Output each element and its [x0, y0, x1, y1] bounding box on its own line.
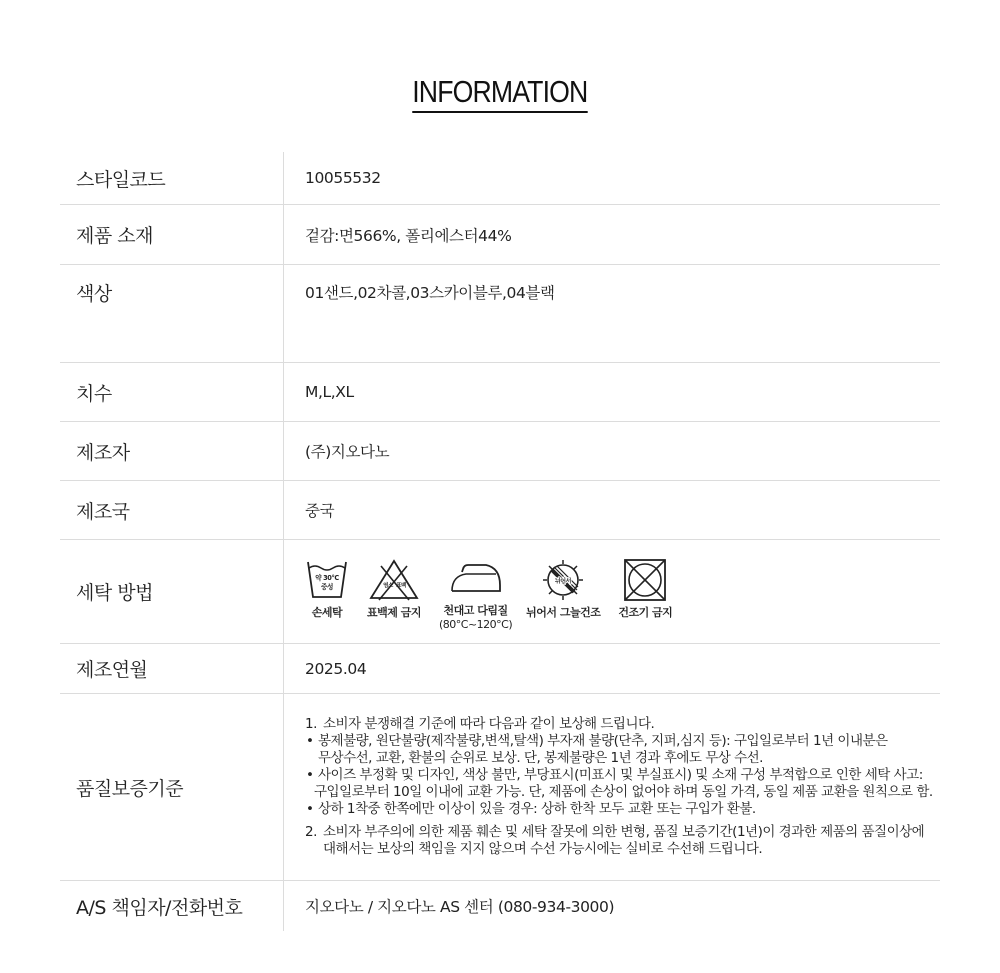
- hand-wash-caption: 손세탁: [311, 606, 343, 619]
- color-value: 01샌드,02차콜,03스카이블루,04블랙: [284, 265, 941, 363]
- as-label: A/S 책임자/전화번호: [60, 881, 284, 932]
- warranty-bullet-2-line2: 구입일로부터 10일 이내에 교환 가능. 단, 제품에 손상이 없어야 하며 동일 가격, 동일 제품 교환을 원칙으로 함.: [314, 784, 933, 800]
- row-maker: [60, 422, 940, 481]
- row-as: [60, 881, 940, 932]
- care-icons: [305, 552, 940, 631]
- row-material: [60, 205, 940, 265]
- info-table: [60, 152, 940, 931]
- warranty-item-2-line2: 대해서는 보상의 책임을 지지 않으며 수선 가능시에는 실비로 수선해 드립니다.: [323, 841, 763, 857]
- row-size: [60, 363, 940, 422]
- row-color: [60, 265, 940, 363]
- row-wash: [60, 540, 940, 644]
- warranty-item-1: [305, 716, 940, 733]
- hand-wash-temp: 약 30°C: [315, 574, 339, 582]
- iron-caption-temp: (80°C~120°C): [438, 618, 513, 631]
- maker-label: 제조자: [60, 422, 284, 481]
- warranty-item-2: [305, 824, 940, 858]
- care-item-shade-dry: [526, 558, 600, 620]
- row-style-code: [60, 152, 940, 205]
- material-value: 겉감:면566%, 폴리에스터44%: [284, 205, 941, 265]
- warranty-bullet-1-line2: 무상수선, 교환, 환불의 순위로 보상. 단, 봉제불량은 1년 경과 후에도 무상 수선.: [318, 750, 763, 766]
- no-bleach-icon: [369, 558, 419, 602]
- color-label: 색상: [60, 265, 284, 363]
- material-label: 제품 소재: [60, 205, 284, 265]
- date-label: 제조연월: [60, 644, 284, 694]
- no-bleach-caption: 표백제 금지: [367, 606, 421, 619]
- wash-label: 세탁 방법: [60, 540, 284, 644]
- warranty-bullet-2: [305, 767, 940, 801]
- shade-dry-caption: 뉘어서 그늘건조: [526, 606, 601, 619]
- bullet-mark: •: [306, 767, 314, 783]
- size-value: M,L,XL: [284, 363, 941, 422]
- as-value: 지오다노 / 지오다노 AS 센터 (080-934-3000): [305, 898, 615, 916]
- country-value: 중국: [284, 481, 941, 540]
- warranty-label: 품질보증기준: [60, 694, 284, 881]
- care-item-iron: [439, 558, 512, 631]
- shade-dry-inner: 뉘어서: [555, 578, 572, 585]
- warranty-bullet-1: [305, 733, 940, 767]
- page-title: INFORMATION: [412, 76, 587, 113]
- shade-dry-flat-icon: [540, 558, 586, 602]
- bullet-mark: •: [306, 801, 314, 817]
- warranty-item-2-num: 2.: [305, 824, 317, 840]
- warranty-item-1-text: 소비자 분쟁해결 기준에 따라 다음과 같이 보상해 드립니다.: [323, 716, 655, 732]
- row-warranty: [60, 694, 940, 881]
- no-bleach-chlorine: 염소: [383, 583, 393, 589]
- warranty-value: [284, 694, 941, 881]
- iron-icon: [448, 558, 504, 598]
- care-item-hand-wash: [305, 558, 349, 620]
- title-wrap: [0, 0, 1000, 154]
- hand-wash-neutral: 중성: [321, 583, 333, 591]
- warranty-bullet-3-line1: 상하 1착중 한쪽에만 이상이 있을 경우: 상하 한착 모두 교환 또는 구입가 환불.: [318, 801, 756, 817]
- hand-wash-icon: [305, 558, 349, 602]
- maker-value: (주)지오다노: [284, 422, 941, 481]
- care-item-no-tumble: [618, 558, 672, 620]
- no-tumble-dry-icon: [622, 558, 668, 602]
- warranty-item-1-num: 1.: [305, 716, 317, 732]
- no-tumble-caption: 건조기 금지: [618, 606, 673, 619]
- bullet-mark: •: [306, 733, 314, 749]
- warranty-bullet-1-line1: 봉제불량, 원단불량(제작불량,변색,탈색) 부자재 불량(단추, 지퍼,심지 등): 구입일로부터 1년 이내분은: [318, 733, 888, 749]
- warranty-bullet-2-line1: 사이즈 부정확 및 디자인, 색상 불만, 부당표시(미표시 및 부실표시) 및 소재 구성 부적합으로 인한 세탁 사고:: [318, 767, 923, 783]
- size-label: 치수: [60, 363, 284, 422]
- date-value: 2025.04: [284, 644, 941, 694]
- care-item-no-bleach: [367, 558, 421, 620]
- warranty-list: [305, 714, 940, 860]
- style-code-label: 스타일코드: [60, 152, 284, 205]
- warranty-item-2-line1: 소비자 부주의에 의한 제품 훼손 및 세탁 잘못에 의한 변형, 품질 보증기간(1년)이 경과한 제품의 품질이상에: [323, 824, 925, 840]
- style-code-value: 10055532: [284, 152, 941, 205]
- country-label: 제조국: [60, 481, 284, 540]
- wash-value: [284, 540, 941, 644]
- warranty-bullet-3: [305, 801, 940, 818]
- row-date: [60, 644, 940, 694]
- iron-caption: 천대고 다림질: [443, 604, 508, 617]
- row-country: [60, 481, 940, 540]
- no-bleach-bleach: 표백: [396, 583, 406, 589]
